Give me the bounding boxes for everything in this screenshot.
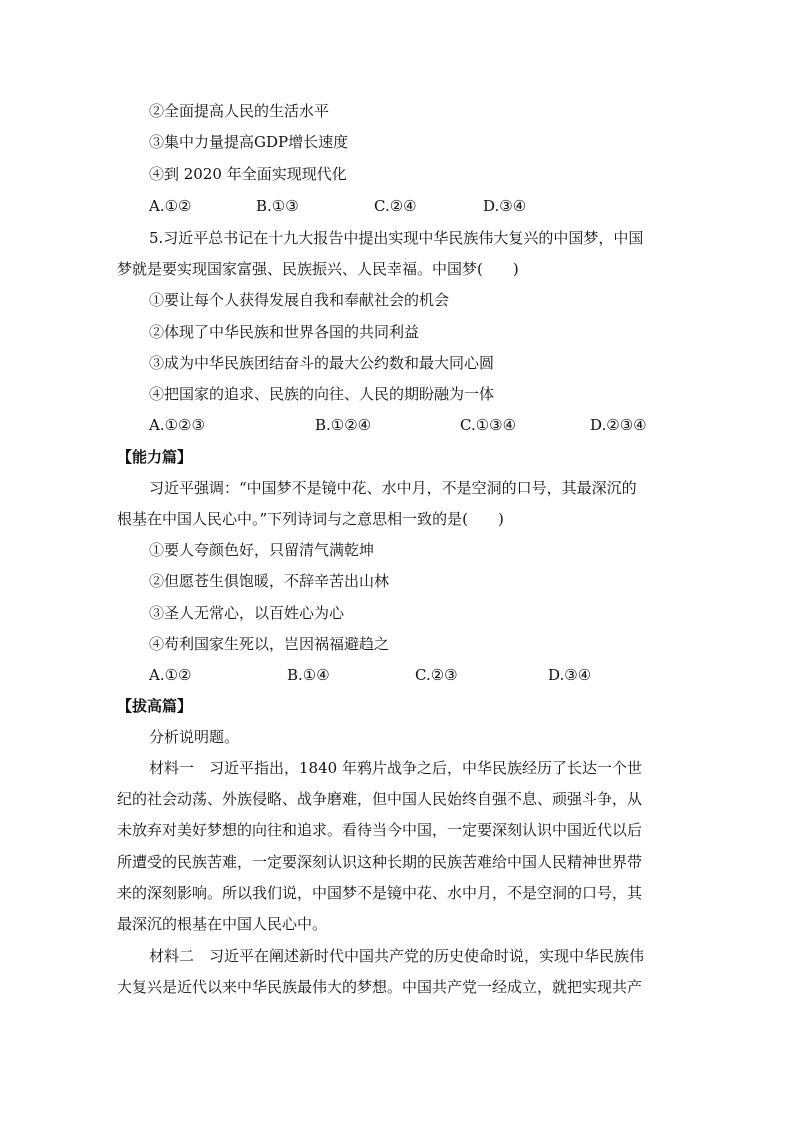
q5-choice-a: A.①②③ [149, 416, 205, 434]
ability-stem-line-2: 根基在中国人民心中。”下列诗词与之意思相一致的是( ) [117, 510, 504, 528]
q5-option-3: ③成为中华民族团结奋斗的最大公约数和最大同心圆 [149, 354, 495, 372]
material-1-line: 最深沉的根基在中国人民心中。 [117, 915, 328, 933]
q5-stem-line-2: 梦就是要实现国家富强、民族振兴、人民幸福。中国梦( ) [117, 260, 519, 278]
section-heading-advanced: 【拔高篇】 [117, 697, 193, 715]
ability-option-1: ①要人夸颜色好，只留清气满乾坤 [149, 541, 375, 559]
ability-option-2: ②但愿苍生俱饱暖，不辞辛苦出山林 [149, 572, 390, 590]
section-heading-ability: 【能力篇】 [117, 448, 193, 466]
material-1-line: 纪的社会动荡、外族侵略、战争磨难，但中国人民始终自强不息、顽强斗争，从 [117, 790, 643, 808]
material-1-line: 未放弃对美好梦想的向往和追求。看待当今中国，一定要深刻认识中国近代以后 [117, 821, 643, 839]
ability-choice-d: D.③④ [548, 666, 592, 684]
q5-option-1: ①要让每个人获得发展自我和奉献社会的机会 [149, 291, 450, 309]
ability-stem-line-1: 习近平强调：“中国梦不是镜中花、水中月，不是空洞的口号，其最深沉的 [149, 479, 637, 497]
q4-option-2: ②全面提高人民的生活水平 [149, 102, 330, 120]
q5-choice-b: B.①②④ [315, 416, 372, 434]
ability-choice-a: A.①② [149, 666, 192, 684]
ability-choice-c: C.②③ [415, 666, 458, 684]
q4-choice-c: C.②④ [374, 197, 417, 215]
q4-option-3: ③集中力量提高GDP增长速度 [149, 133, 349, 151]
q5-choice-c: C.①③④ [460, 416, 517, 434]
material-2-line: 大复兴是近代以来中华民族最伟大的梦想。中国共产党一经成立，就把实现共产 [117, 978, 643, 996]
material-1-line: 所遭受的民族苦难，一定要深刻认识这种长期的民族苦难给中国人民精神世界带 [117, 853, 643, 871]
ability-choice-b: B.①④ [287, 666, 330, 684]
q5-option-2: ②体现了中华民族和世界各国的共同利益 [149, 323, 420, 341]
material-1-line: 来的深刻影响。所以我们说，中国梦不是镜中花、水中月，不是空洞的口号，其 [117, 884, 643, 902]
q5-choice-d: D.②③④ [590, 416, 647, 434]
advanced-instruction: 分析说明题。 [149, 728, 240, 746]
q5-stem-line-1: 5.习近平总书记在十九大报告中提出实现中华民族伟大复兴的中国梦，中国 [149, 229, 644, 247]
material-2-line: 材料二 习近平在阐述新时代中国共产党的历史使命时说，实现中华民族伟 [149, 947, 645, 965]
q4-choice-b: B.①③ [256, 197, 299, 215]
q5-option-4: ④把国家的追求、民族的向往、人民的期盼融为一体 [149, 385, 495, 403]
ability-option-4: ④苟利国家生死以，岂因祸福避趋之 [149, 635, 390, 653]
material-1-line: 材料一 习近平指出，1840 年鸦片战争之后，中华民族经历了长达一个世 [149, 759, 642, 777]
q4-choice-a: A.①② [149, 197, 192, 215]
q4-choice-d: D.③④ [483, 197, 527, 215]
ability-option-3: ③圣人无常心，以百姓心为心 [149, 604, 345, 622]
q4-option-4: ④到 2020 年全面实现现代化 [149, 165, 347, 183]
